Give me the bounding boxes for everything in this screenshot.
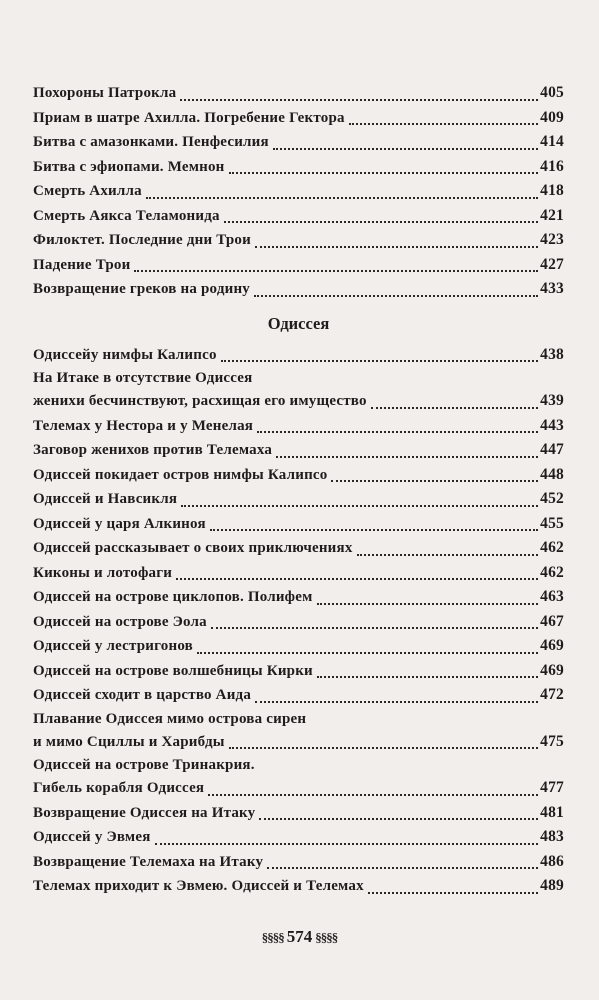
toc-entry-page: 443 [540, 416, 564, 434]
toc-entry [33, 561, 564, 586]
toc-entry-title: Одиссей и Навсикля [33, 491, 178, 507]
toc-entry-title: Одиссей рассказывает о своих приключениях [33, 540, 353, 556]
leader-dots [267, 866, 538, 869]
toc-entry-page: 433 [540, 280, 564, 297]
leader-dots [255, 700, 538, 703]
table-of-contents [33, 81, 564, 899]
toc-entry [33, 438, 564, 463]
leader-dots [155, 842, 539, 845]
toc-entry-page: 414 [540, 133, 564, 150]
toc-entry [33, 277, 564, 302]
toc-entry-page: 447 [540, 441, 564, 458]
toc-entry-title: Заговор женихов против Телемаха [33, 442, 273, 458]
leader-dots [211, 626, 538, 629]
toc-entry-page: 475 [540, 732, 564, 750]
toc-entry-page: 463 [540, 588, 564, 605]
toc-entry-page: 409 [540, 108, 564, 126]
toc-entry [33, 414, 564, 439]
toc-entry-page: 423 [540, 231, 564, 248]
toc-entry-title: Битва с эфиопами. Мемнон [33, 158, 225, 175]
toc-entry-title: Возвращение Телемаха на Итаку [33, 853, 264, 870]
toc-entry-page: 418 [540, 182, 564, 199]
toc-entry-page: 481 [540, 803, 564, 821]
toc-entry [33, 683, 564, 708]
toc-entry [33, 874, 564, 899]
toc-entry-title: Телемах у Нестора и у Менелая [33, 417, 254, 434]
leader-dots [255, 245, 538, 248]
toc-entry-title-line1: На Итаке в отсутствие Одиссея [33, 370, 253, 386]
toc-entry-title: Падение Трои [33, 256, 131, 273]
leader-dots [259, 817, 538, 820]
leader-dots [349, 122, 538, 125]
leader-dots [254, 294, 538, 297]
toc-entry-page: 439 [540, 392, 564, 409]
toc-entry-title: Битва с амазонками. Пенфесилия [33, 134, 269, 150]
toc-entry [33, 659, 564, 684]
toc-entry-title: Одиссейу нимфы Калипсо [33, 346, 217, 363]
toc-entry [33, 610, 564, 635]
leader-dots [229, 171, 539, 174]
leader-dots [224, 220, 538, 223]
toc-entry [33, 487, 564, 512]
toc-entry-page: 452 [540, 490, 564, 507]
leader-dots [197, 651, 538, 654]
leader-dots [146, 196, 538, 199]
toc-entry [33, 343, 564, 368]
toc-entry [33, 801, 564, 826]
toc-entry-title: Одиссей сходит в царство Аида [33, 687, 252, 703]
toc-entry [33, 463, 564, 488]
toc-entry-title: Похороны Патрокла [33, 85, 177, 101]
toc-entry-page: 469 [540, 661, 564, 679]
toc-entry-title: Смерть Ахилла [33, 183, 142, 199]
toc-entry [33, 130, 564, 155]
toc-entry-title: Возвращение греков на родину [33, 281, 250, 297]
leader-dots [331, 479, 538, 482]
toc-entry-title: и мимо Сциллы и Харибды [33, 733, 225, 750]
toc-entry-page: 486 [540, 852, 564, 870]
toc-entry-title: женихи бесчинствуют, расхищая его имущество [33, 393, 367, 409]
toc-entry [33, 204, 564, 229]
toc-entry-title: Одиссей на острове Эола [33, 613, 207, 630]
toc-entry-title: Одиссей у Эвмея [33, 829, 151, 845]
ornament-left-icon: §§§§ [261, 930, 284, 945]
ornament-right-icon: §§§§ [315, 930, 338, 945]
toc-entry [33, 155, 564, 180]
leader-dots [208, 793, 538, 796]
toc-entry-title: Одиссей на острове циклопов. Полифем [33, 589, 313, 605]
leader-dots [176, 577, 538, 580]
leader-dots [257, 430, 538, 433]
toc-entry-page: 427 [540, 255, 564, 273]
toc-entry-page: 416 [540, 157, 564, 175]
toc-entry [33, 179, 564, 204]
toc-entry-page: 462 [540, 563, 564, 581]
toc-entry-title: Гибель корабля Одиссея [33, 780, 205, 796]
toc-entry-title: Одиссей покидает остров нимфы Калипсо [33, 466, 328, 483]
toc-entry-page: 469 [540, 637, 564, 654]
leader-dots [357, 553, 539, 556]
toc-entry [33, 850, 564, 875]
toc-entry [33, 81, 564, 106]
toc-entry-page: 421 [540, 206, 564, 224]
toc-entry-page: 467 [540, 612, 564, 630]
toc-entry-multiline [33, 367, 564, 414]
toc-entry-title: Филоктет. Последние дни Трои [33, 232, 251, 248]
toc-entry-title: Одиссей на острове волшебницы Кирки [33, 662, 313, 679]
leader-dots [221, 359, 538, 362]
toc-entry [33, 634, 564, 659]
leader-dots [229, 746, 538, 749]
toc-entry [33, 228, 564, 253]
toc-entry-title: Телемах приходит к Эвмею. Одиссей и Телемах [33, 878, 364, 894]
toc-entry-page: 462 [540, 539, 564, 556]
leader-dots [371, 406, 538, 409]
toc-entry-title-line1: Одиссей на острове Тринакрия. [33, 757, 255, 773]
toc-entry-page: 448 [540, 465, 564, 483]
toc-list-top [33, 81, 564, 302]
toc-entry [33, 536, 564, 561]
toc-list-odyssey [33, 343, 564, 899]
toc-entry [33, 585, 564, 610]
toc-entry [33, 253, 564, 278]
leader-dots [317, 675, 538, 678]
leader-dots [180, 98, 538, 101]
leader-dots [181, 504, 538, 507]
toc-entry-title-line1: Плавание Одиссея мимо острова сирен [33, 710, 307, 727]
leader-dots [273, 147, 538, 150]
toc-entry-page: 483 [540, 828, 564, 845]
toc-entry-title: Приам в шатре Ахилла. Погребение Гектора [33, 109, 345, 126]
toc-entry-page: 455 [540, 514, 564, 532]
toc-entry-page: 438 [540, 345, 564, 363]
toc-entry [33, 512, 564, 537]
toc-entry-title: Одиссей у царя Алкиноя [33, 515, 206, 532]
toc-entry-title: Смерть Аякса Теламонида [33, 207, 220, 224]
toc-entry-title: Возвращение Одиссея на Итаку [33, 804, 256, 821]
leader-dots [368, 891, 538, 894]
toc-entry-multiline [33, 754, 564, 801]
toc-entry-multiline [33, 708, 564, 755]
toc-entry-title: Киконы и лотофаги [33, 564, 173, 581]
leader-dots [134, 269, 538, 272]
toc-entry-page: 477 [540, 779, 564, 796]
page-footer [0, 927, 599, 947]
toc-entry-title: Одиссей у лестригонов [33, 638, 193, 654]
leader-dots [276, 455, 538, 458]
toc-entry [33, 106, 564, 131]
toc-entry-page: 489 [540, 877, 564, 894]
toc-entry-page: 472 [540, 686, 564, 703]
toc-entry-page: 405 [540, 84, 564, 101]
toc-entry [33, 825, 564, 850]
page-number: 574 [286, 927, 313, 946]
leader-dots [210, 528, 538, 531]
leader-dots [317, 602, 539, 605]
section-heading: Одиссея [267, 313, 330, 333]
